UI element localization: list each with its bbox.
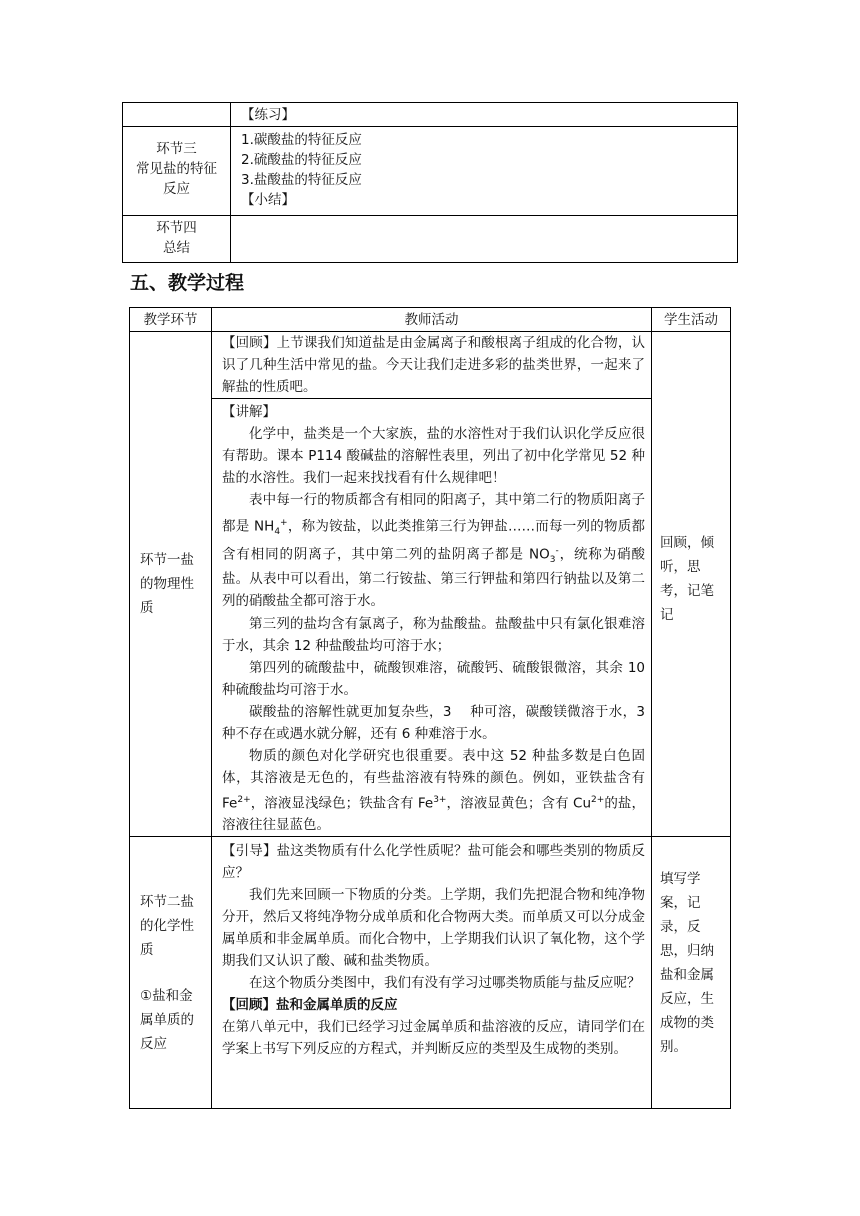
review-metal-title: 【回顾】盐和金属单质的反应 — [222, 997, 398, 1013]
stage2-label-cell — [130, 837, 212, 1109]
stage2-student-text: 填写学案，记录，反思，归纳盐和金属反应，生成物的类别。 — [660, 870, 714, 1055]
header-teacher: 教师活动 — [212, 308, 652, 332]
stage1-student-cell — [652, 332, 731, 837]
stage2-student-cell — [652, 837, 731, 1109]
section-heading: 五、教学过程 — [130, 272, 245, 294]
stage3-item-1: 1.碳酸盐的特征反应 — [241, 132, 362, 148]
explain-para-6 — [222, 745, 645, 837]
header-stage: 教学环节 — [130, 308, 212, 332]
stage2-row — [130, 837, 731, 1109]
no3-subscript: 3 — [549, 555, 556, 565]
stage2-label-2: ①盐和金属单质的反应 — [140, 987, 194, 1052]
outline-table — [122, 102, 738, 263]
para6-text-c: ，溶液显黄色；含有 Cu — [446, 795, 592, 811]
outline-cell-stage3-title — [123, 127, 231, 216]
practice-label: 【练习】 — [241, 107, 295, 123]
outline-row-stage4 — [123, 216, 738, 263]
explain-para-1: 化学中，盐类是一个大家族，盐的水溶性对于我们认识化学反应很有帮助。课本 P114 酸碱盐的溶解性表里，列出了初中化学常见 52 种盐的水溶性。我们一起来找找看有什么规律吧！ — [222, 426, 645, 486]
nh4-superscript: + — [280, 517, 288, 528]
explain-para-5: 碳酸盐的溶解性就更加复杂些，3 种可溶，碳酸镁微溶于水，3 种不存在或遇水就分解，还有 6 种难溶于水。 — [222, 703, 645, 742]
stage1-label-cell — [130, 332, 212, 837]
stage4-title-line2: 总结 — [163, 240, 190, 256]
explain-para-3: 第三列的盐均含有氯离子，称为盐酸盐。盐酸盐中只有氯化银难溶于水，其余 12 种盐酸盐均可溶于水； — [222, 615, 645, 654]
stage2-para-1: 我们先来回顾一下物质的分类。上学期，我们先把混合物和纯净物分开，然后又将纯净物分成单质和化合物两大类。而单质又可以分成金属单质和非金属单质。而化合物中，上学期我们认识了氧化物，这个学期我们又认识了酸、碱和盐类物质。 — [222, 887, 645, 969]
stage1-label: 环节一盐的物理性质 — [140, 552, 194, 616]
guide-text: 【引导】盐这类物质有什么化学性质呢？盐可能会和哪些类别的物质反应？ — [222, 843, 645, 881]
outline-cell-practice — [231, 103, 738, 127]
para6-text-a: 物质的颜色对化学研究也很重要。表中这 52 种盐多数是白色固体，其溶液是无色的，有些盐溶液有特殊的颜色。例如，亚铁盐含有 Fe — [222, 747, 645, 811]
no3-superscript: - — [555, 545, 559, 556]
stage4-title-line1: 环节四 — [156, 220, 197, 236]
fe3-superscript: 3+ — [433, 794, 447, 805]
explain-para-4: 第四列的硫酸盐中，硫酸钡难溶，硫酸钙、硫酸银微溶，其余 10 种硫酸盐均可溶于水。 — [222, 659, 645, 698]
outline-row-practice — [123, 103, 738, 127]
process-header-row — [130, 308, 731, 332]
stage3-summary: 【小结】 — [241, 192, 295, 208]
nh4-subscript: 4 — [274, 527, 281, 537]
stage2-teacher-cell — [212, 837, 652, 1109]
stage1-review-row — [130, 332, 731, 399]
stage2-para-3: 在第八单元中，我们已经学习过金属单质和盐溶液的反应，请同学们在学案上书写下列反应的方程式，并判断反应的类型及生成物的类别。 — [222, 1019, 645, 1057]
outline-cell-stage4-content — [231, 216, 738, 263]
outline-cell-empty — [123, 103, 231, 127]
fe2-superscript: 2+ — [237, 794, 251, 805]
stage1-review-text: 【回顾】上节课我们知道盐是由金属离子和酸根离子组成的化合物，认识了几种生活中常见的盐。今天让我们走进多彩的盐类世界，一起来了解盐的性质吧。 — [222, 335, 645, 395]
stage3-item-2: 2.硫酸盐的特征反应 — [241, 152, 362, 168]
stage3-title-line1: 环节三 — [156, 141, 197, 157]
stage2-label-1: 环节二盐的化学性质 — [140, 893, 194, 958]
para6-text-b: ，溶液显浅绿色；铁盐含有 Fe — [250, 795, 434, 811]
stage3-title-line2: 常见盐的特征 — [136, 161, 217, 177]
stage2-para-2: 在这个物质分类图中，我们有没有学习过哪类物质能与盐反应呢？ — [249, 975, 641, 991]
stage3-title-line3: 反应 — [163, 181, 190, 197]
outline-cell-stage4-title — [123, 216, 231, 263]
stage1-student-text: 回顾，倾听，思考，记笔记 — [660, 535, 714, 623]
para2-text-b: ，称为铵盐，以此类推第三行为钾盐……而每一列的物质都含有相同的阴离子，其中第二列的盐阴离子都是 NO — [222, 518, 645, 562]
stage3-item-3: 3.盐酸盐的特征反应 — [241, 172, 362, 188]
stage1-explain-cell — [212, 399, 652, 837]
cu2-superscript: 2+ — [591, 794, 605, 805]
para6-text-d: 的盐，溶液往往显蓝色。 — [222, 795, 646, 833]
stage1-review-cell — [212, 332, 652, 399]
outline-row-stage3 — [123, 127, 738, 216]
explain-para-2 — [222, 489, 645, 613]
para2-text-a: 表中每一行的物质都含有相同的阳离子，其中第二行的物质阳离子都是 NH — [222, 492, 645, 534]
process-table — [129, 307, 731, 1109]
outline-cell-stage3-content — [231, 127, 738, 216]
stage1-explain-row — [130, 399, 731, 837]
explain-title: 【讲解】 — [222, 404, 276, 420]
header-student: 学生活动 — [652, 308, 731, 332]
para2-text-c: ，统称为硝酸盐。从表中可以看出，第二行铵盐、第三行钾盐和第四行钠盐以及第二列的硝酸盐全都可溶于水。 — [222, 546, 645, 609]
